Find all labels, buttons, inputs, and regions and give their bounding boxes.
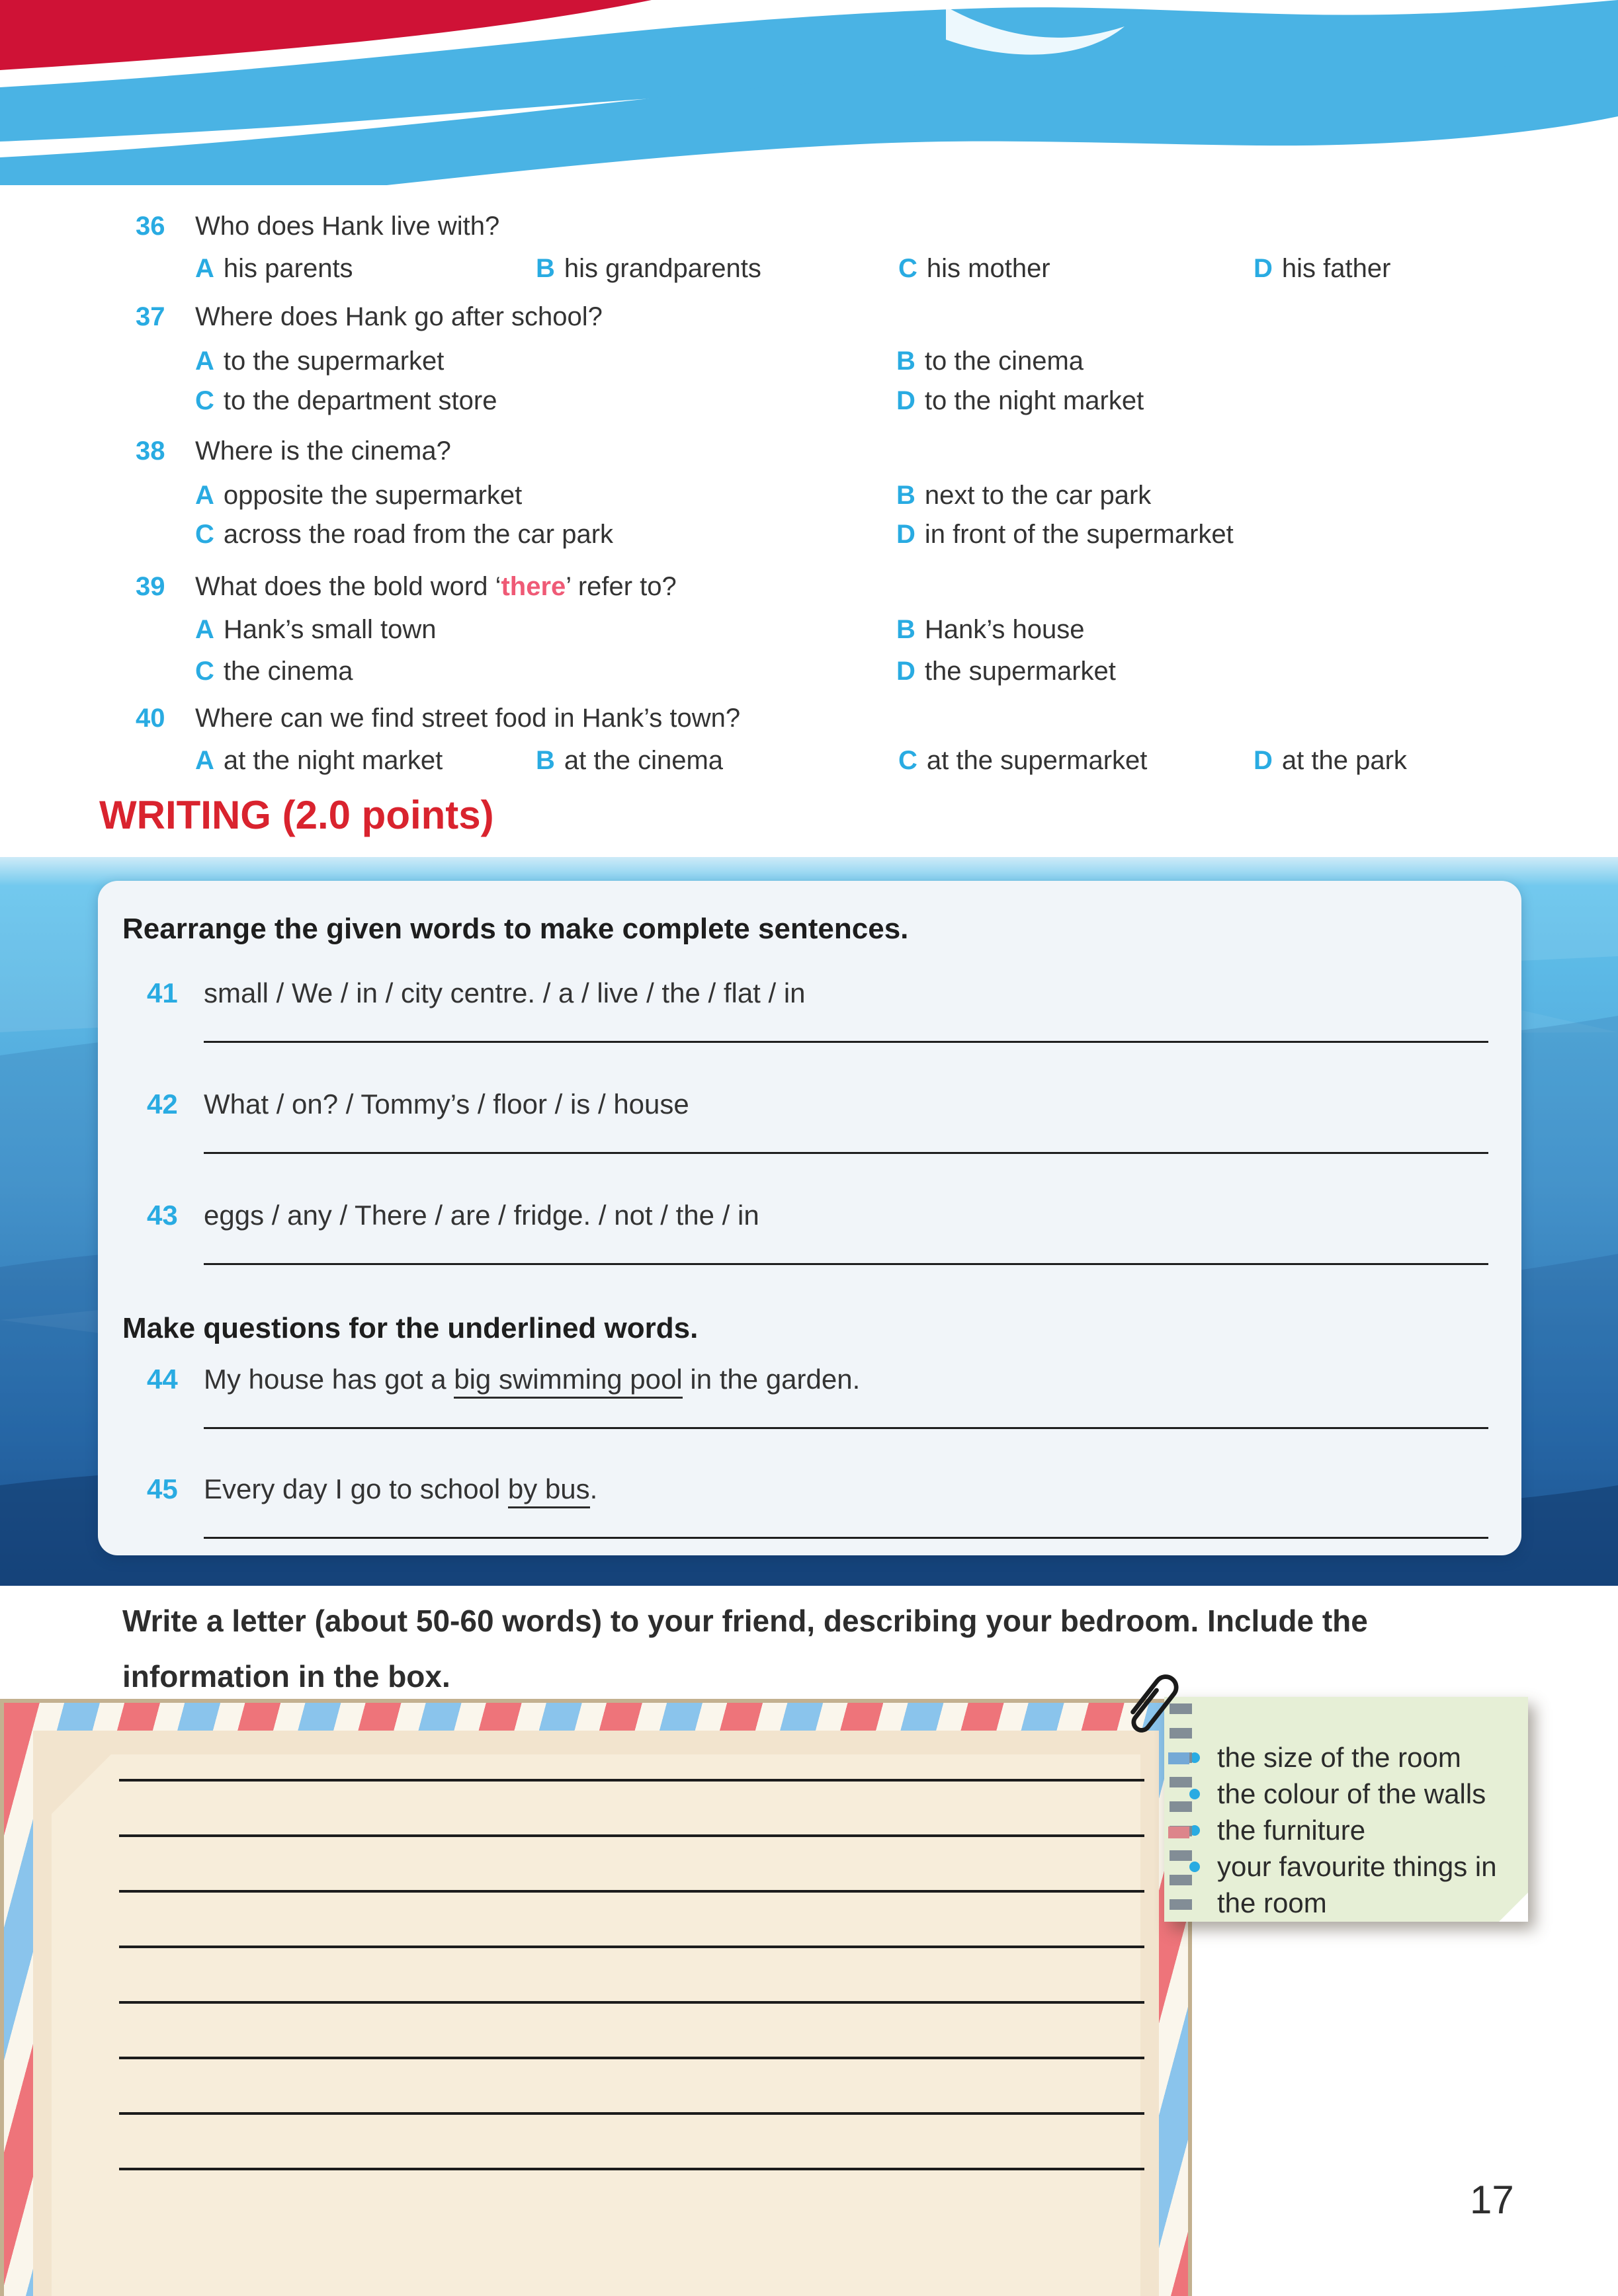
option-letter: B (536, 254, 555, 283)
letter-writing-line-2[interactable] (119, 1834, 1144, 1837)
question-number: 39 (136, 572, 165, 601)
question-number: 37 (136, 302, 165, 331)
letter-writing-line-3[interactable] (119, 1890, 1144, 1893)
answer-line-45[interactable] (204, 1537, 1488, 1539)
option-39-a (195, 614, 437, 645)
question-text: Where can we find street food in Hank’s town? (195, 704, 741, 733)
option-letter: D (1254, 746, 1273, 775)
section-heading-writing: WRITING (2.0 points) (99, 793, 494, 837)
option-40-d (1254, 745, 1407, 776)
question-text-before: What does the bold word ‘ (195, 572, 501, 601)
option-letter: D (1254, 254, 1273, 283)
option-37-c (195, 385, 497, 417)
option-text: his grandparents (564, 254, 761, 283)
option-text: at the night market (223, 746, 443, 775)
make-questions-title: Make questions for the underlined words. (122, 1312, 699, 1344)
option-letter: D (896, 386, 915, 415)
item-number: 42 (147, 1088, 178, 1120)
option-37-b (896, 345, 1084, 377)
option-36-c (898, 253, 1050, 284)
hint-item: your favourite things in the room (1217, 1848, 1508, 1921)
item-text-after: in the garden. (682, 1364, 861, 1395)
option-40-a (195, 745, 443, 776)
option-text: his mother (926, 254, 1050, 283)
hint-item: the furniture (1217, 1812, 1508, 1848)
option-37-a (195, 345, 444, 377)
option-text: the supermarket (924, 657, 1116, 686)
airmail-envelope (0, 1699, 1192, 2296)
option-letter: A (195, 481, 214, 510)
letter-instruction-line1: Write a letter (about 50-60 words) to your friend, describing your bedroom. Include the (122, 1604, 1368, 1638)
rearrange-title: Rearrange the given words to make complete sentences. (122, 913, 909, 945)
letter-writing-line-4[interactable] (119, 1946, 1144, 1948)
option-text: next to the car park (924, 481, 1152, 510)
option-36-d (1254, 253, 1390, 284)
question-text: Where does Hank go after school? (195, 302, 603, 331)
option-39-d (896, 655, 1116, 687)
option-letter: A (195, 347, 214, 376)
option-letter: A (195, 254, 214, 283)
question-text: Where is the cinema? (195, 436, 451, 466)
option-38-b (896, 479, 1151, 511)
letter-writing-line-7[interactable] (119, 2112, 1144, 2115)
torn-edge-blue-tab (1168, 1752, 1189, 1764)
option-letter: C (195, 520, 214, 549)
option-letter: B (896, 347, 915, 376)
item-text-after: . (589, 1473, 598, 1504)
option-text: to the supermarket (223, 347, 445, 376)
option-text: his parents (223, 254, 353, 283)
underlined-phrase: by bus (508, 1473, 590, 1508)
letter-writing-line-5[interactable] (119, 2001, 1144, 2004)
question-text: Who does Hank live with? (195, 212, 500, 241)
item-text-before: My house has got a (204, 1364, 454, 1395)
option-letter: B (536, 746, 555, 775)
hint-note-box (1164, 1697, 1528, 1922)
option-letter: B (896, 615, 915, 644)
header-waves-graphic (0, 0, 1618, 185)
option-letter: B (896, 481, 915, 510)
hint-list (1217, 1739, 1508, 1921)
option-text: in front of the supermarket (924, 520, 1234, 549)
item-number: 45 (147, 1473, 178, 1504)
question-number: 40 (136, 704, 165, 733)
option-text: at the cinema (564, 746, 724, 775)
option-letter: D (896, 520, 915, 549)
item-text: eggs / any / There / are / fridge. / not / the / in (204, 1200, 759, 1231)
answer-line-43[interactable] (204, 1263, 1488, 1265)
item-number: 44 (147, 1364, 178, 1395)
option-40-b (536, 745, 723, 776)
item-text: small / We / in / city centre. / a / live / the / flat / in (204, 977, 806, 1008)
option-text: at the park (1281, 746, 1407, 775)
answer-line-42[interactable] (204, 1152, 1488, 1154)
option-39-b (896, 614, 1085, 645)
option-text: to the department store (223, 386, 497, 415)
letter-writing-line-1[interactable] (119, 1779, 1144, 1782)
answer-line-41[interactable] (204, 1041, 1488, 1043)
option-text: his father (1281, 254, 1391, 283)
item-text-before: Every day I go to school (204, 1473, 508, 1504)
letter-writing-line-6[interactable] (119, 2057, 1144, 2059)
item-text (204, 1364, 860, 1395)
option-36-b (536, 253, 761, 284)
item-text: What / on? / Tommy’s / floor / is / house (204, 1088, 689, 1120)
question-text (195, 571, 677, 602)
letter-instruction-line2: information in the box. (122, 1659, 450, 1694)
question-text-after: ’ refer to? (566, 572, 677, 601)
option-text: to the night market (924, 386, 1144, 415)
option-text: opposite the supermarket (223, 481, 523, 510)
option-text: to the cinema (924, 347, 1084, 376)
option-letter: C (898, 254, 917, 283)
item-text (204, 1473, 597, 1505)
letter-writing-line-8[interactable] (119, 2168, 1144, 2170)
option-38-d (896, 518, 1234, 550)
option-letter: C (898, 746, 917, 775)
option-37-d (896, 385, 1144, 417)
hint-item: the size of the room (1217, 1739, 1508, 1776)
option-39-c (195, 655, 353, 687)
option-40-c (898, 745, 1147, 776)
option-38-a (195, 479, 522, 511)
option-36-a (195, 253, 353, 284)
page-number: 17 (1470, 2178, 1514, 2222)
item-number: 43 (147, 1200, 178, 1231)
torn-notebook-edge (1170, 1703, 1192, 1915)
underlined-phrase: big swimming pool (454, 1364, 682, 1399)
torn-edge-red-tab (1168, 1826, 1189, 1838)
option-letter: A (195, 746, 214, 775)
item-number: 41 (147, 977, 178, 1008)
answer-line-44[interactable] (204, 1427, 1488, 1429)
option-text: Hank’s small town (223, 615, 437, 644)
hint-item: the colour of the walls (1217, 1776, 1508, 1812)
option-text: at the supermarket (926, 746, 1148, 775)
option-text: across the road from the car park (223, 520, 614, 549)
option-38-c (195, 518, 613, 550)
highlighted-word: there (501, 572, 566, 601)
option-letter: C (195, 657, 214, 686)
question-number: 36 (136, 212, 165, 241)
question-number: 38 (136, 436, 165, 466)
option-letter: D (896, 657, 915, 686)
option-text: the cinema (223, 657, 353, 686)
option-letter: C (195, 386, 214, 415)
option-letter: A (195, 615, 214, 644)
option-text: Hank’s house (924, 615, 1085, 644)
